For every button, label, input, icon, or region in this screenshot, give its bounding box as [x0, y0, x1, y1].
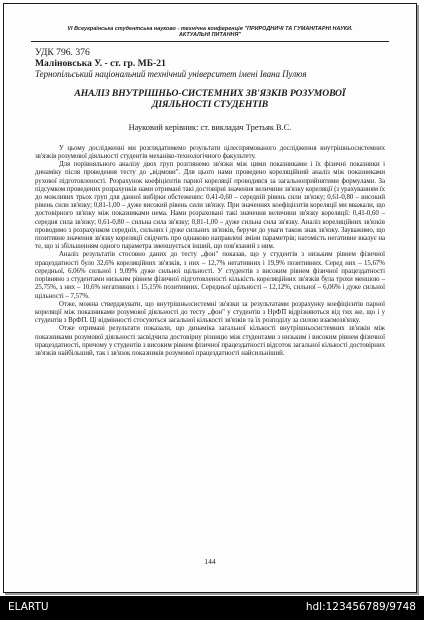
conference-header — [31, 26, 389, 42]
page-number: 144 — [204, 557, 216, 566]
article-body — [35, 145, 385, 359]
article-title-line1: АНАЛІЗ ВНУТРІШНЬО-СИСТЕМНИХ ЗВ'ЯЗКІВ РОЗУМОВОЇ — [74, 87, 346, 99]
scientific-supervisor: Науковий керівник: ст. викладач Третьяк В.С. — [128, 122, 292, 132]
author-line: Маліновська У. - ст. гр. МБ-21 — [35, 57, 166, 69]
document-page — [3, 3, 417, 593]
repository-name: ELARTU — [8, 601, 49, 613]
paragraph: Аналіз результатів стосовно даних до тесту „фон" показав, що у студентів з низьким рівнем фізичної працездатності було 32,6% кореляційних зв'язків, з них – 12,7% негативних і 19,9% позитивних. Серед них – 15,67% середньої, 6,06% сильної і 9,09% дуже сильної щільності. У студентів з високим рівнем фізичної працездатності порівняно з студентами низьким рівнем фізичної підготовленості кількість кореляційних зв'язків була трохи меншою – 25,75%, з них – 10,6% негативних і 15,15% позитивних. Середньої щільності – 12,12%, сильної – 6,06% і дуже сильної щільності – 7,57%. — [35, 251, 385, 300]
paragraph: Отже отримані результати показали, що динаміка загальної кількості внутрішньосистемних зв'язків між показниками розумової діяльності засвідчила достовірну різницю між студентами з низьким і високим рівнем фізичної працездатності, причому у студентів з високим рівнем фізичної працездатності відсоток загальної кількості достовірних зв'язків найбільший, так і зв'язок показників розумової працездатності найсильніший. — [35, 325, 385, 358]
university-name: Тернопільський національний технічний університет імені Івана Пулюя — [35, 68, 307, 79]
article-title — [35, 88, 385, 111]
paragraph: Отже, можна стверджувати, що внутрішньосистемні зв'язки за результатами розрахунку коефіцієнтів парної кореляції між показниками розумової діяльності до тесту „фон" у студентів з НрФП відрізняються від тих же, що і у студентів з ВрФП. Ці відмінності стосуються загальної кількості зв'язків та їх розподілу за силою взаємозв'язку. — [35, 300, 385, 325]
conference-header-line1: VI Всеукраїнська студентська науково - технічна конференція "ПРИРОДНИЧІ ТА ГУМАНІТАРНІ НАУКИ. — [67, 26, 353, 32]
repository-footer-bar — [0, 596, 424, 620]
article-title-line2: ДІЯЛЬНОСТІ СТУДЕНТІВ — [151, 99, 269, 111]
conference-header-line2: АКТУАЛЬНІ ПИТАННЯ" — [178, 32, 242, 39]
handle-identifier: hdl:123456789/9748 — [305, 601, 416, 613]
paragraph: Для порівняльного аналізу двох груп розглянемо зв'язки між цими показниками і їх фізичні показники і динаміку після проведення тесту до „відмови". Для цього нами проведено кореляційний аналіз між показниками рухової підготовленості. Розрахунок коефіцієнтів парної кореляції проводився за загальноприйнятими формулами. За підсумком проведених розрахунків нами отримані такі достовірні значення величини зв'язку кореляції (з урахуванням їх до можливих трьох груп для данної вибірки обстежених: 0,41-0,60 – середній рівень сили зв'язку; 0,61-0,80 – високий рівень сили зв'язку; 0,81-1,00 – дуже високий рівень сили зв'язку. При значеннях коефіцієнтів кореляції ми вважали, що достовірного зв'язку між показниками нема. Нами розраховані такі значення величини зв'язку кореляції: 0,41-0,60 – середня сила зв'язку; 0,61-0,80 – сильна сила зв'язку; 0,81-1,00 – дуже сильна сила зв'язку. Аналіз кореляційних зв'язків проводимо з розрахунком середніх, сильних і дуже сильних зв'язків, беручи до уваги також знак зв'язку. Зауважимо, що позитивне значення зв'язку кореляції свідчить про однаково направлені зміни параметрів; натомість негативне вказує на те, що зі збільшенням одного параметра зменшується інший, що пов'язаний з ним. — [35, 161, 385, 251]
paragraph: У цьому дослідженні ми розглядатимемо результати цілеспрямованого дослідження внутрішньосистемних зв'язків розумової діяльності студентів механіко-технологічного факультету. — [35, 144, 385, 160]
udk-code: УДК 796. 376 — [35, 46, 90, 58]
